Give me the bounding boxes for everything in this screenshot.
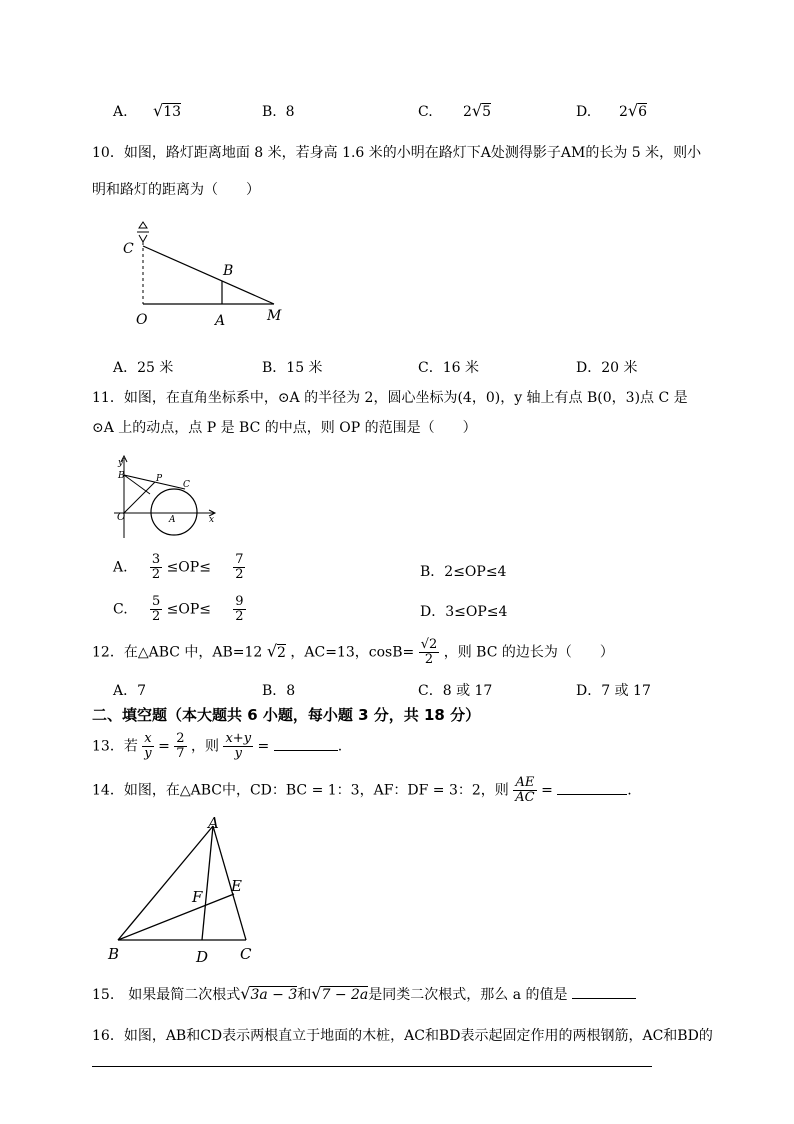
q10-option-d: D．20 米 xyxy=(576,360,638,376)
lamp-icon xyxy=(137,222,149,242)
label-e: E xyxy=(231,877,242,895)
q9-option-c-label: C. xyxy=(418,104,433,120)
q12-option-a: A．7 xyxy=(113,683,147,699)
q11-option-a: A. $\frac{3}{2}$ ≤OP≤ $\frac{7}{2}$ xyxy=(113,552,244,582)
q10-option-c: C．16 米 xyxy=(418,360,479,376)
q9-option-c-value: 2√5 xyxy=(463,101,492,120)
label-p: P xyxy=(156,474,163,484)
q11-coordinate-diagram xyxy=(110,452,220,542)
q9-option-d-value: 2√6 xyxy=(619,101,648,120)
section-heading-fill-in: 二、填空题（本大题共 6 小题，每小题 3 分，共 18 分） xyxy=(92,706,481,724)
q15-stem: 15. 如果最简二次根式√3a − 3和√7 − 2a是同类二次根式，那么 a 的值是 xyxy=(92,984,636,1005)
q12-option-c: C．8 或 17 xyxy=(418,683,493,699)
label-a: A xyxy=(215,313,226,329)
label-x: x xyxy=(209,515,215,525)
side-ab xyxy=(118,826,213,940)
q9-option-a-value: √13 xyxy=(153,101,182,120)
q14-stem: 14．如图，在△ABC中，CD：BC = 1：3，AF：DF = 3：2，则 $\frac{AE}{AC}$ = . xyxy=(92,775,632,805)
label-c: C xyxy=(123,241,134,257)
q12-option-d: D．7 或 17 xyxy=(576,683,651,699)
q10-streetlight-diagram xyxy=(110,220,310,332)
label-y: y xyxy=(118,458,124,468)
q12-option-b: B．8 xyxy=(262,683,296,699)
label-b: B xyxy=(108,945,120,963)
q10-stem-line2: 明和路灯的距离为（ ） xyxy=(92,182,260,198)
label-d: D xyxy=(196,948,209,966)
q10-stem-line1: 10．如图，路灯距离地面 8 米，若身高 1.6 米的小明在路灯下A处测得影子AM的长为 5 米，则小 xyxy=(92,145,702,161)
q11-option-d: D．3≤OP≤4 xyxy=(420,604,508,620)
q13-answer-blank[interactable] xyxy=(274,736,338,751)
circle-a xyxy=(151,489,197,535)
light-ray xyxy=(143,246,274,304)
q15-answer-blank[interactable] xyxy=(572,984,636,999)
label-b: B xyxy=(118,471,125,481)
q11-stem-line2: ⊙A 上的动点，点 P 是 BC 的中点，则 OP 的范围是（ ） xyxy=(92,420,477,436)
label-c: C xyxy=(240,945,252,963)
segment-be xyxy=(118,894,234,940)
q16-divider-line xyxy=(92,1066,652,1067)
q11-option-b: B．2≤OP≤4 xyxy=(420,564,507,580)
q10-option-a: A．25 米 xyxy=(113,360,174,376)
q12-stem: 12．在△ABC 中，AB=12 √2 ，AC=13，cosB= $\frac{√2}{2}$ ，则 BC 的边长为（ ） xyxy=(92,637,614,667)
q14-answer-blank[interactable] xyxy=(557,780,627,795)
q10-option-b: B．15 米 xyxy=(262,360,323,376)
q11-stem-line1: 11．如图，在直角坐标系中，⊙A 的半径为 2，圆心坐标为(4，0)，y 轴上有点 B(0，3)点 C 是 xyxy=(92,390,688,406)
label-m: M xyxy=(267,308,282,324)
segment-ad xyxy=(202,826,213,940)
q13-stem: 13．若 $\frac{x}{y}$ = $\frac{2}{7}$ ，则 $\frac{x+y}{y}$ = . xyxy=(92,731,343,761)
label-o: O xyxy=(136,312,148,328)
q9-option-b: B. 8 xyxy=(262,104,295,120)
q16-stem: 16．如图，AB和CD表示两根直立于地面的木桩，AC和BD表示起固定作用的两根钢筋，AC和BD的 xyxy=(92,1028,713,1044)
label-a: A xyxy=(208,814,219,832)
label-o: O xyxy=(117,512,126,523)
q14-triangle-diagram xyxy=(100,810,270,966)
label-c: C xyxy=(183,480,190,490)
label-a: A xyxy=(169,515,176,525)
q11-option-c: C. $\frac{5}{2}$ ≤OP≤ $\frac{9}{2}$ xyxy=(113,594,244,624)
label-b: B xyxy=(223,263,234,279)
label-f: F xyxy=(192,888,203,906)
q9-option-a-label: A. xyxy=(113,104,128,120)
q9-option-d-label: D. xyxy=(576,104,592,120)
